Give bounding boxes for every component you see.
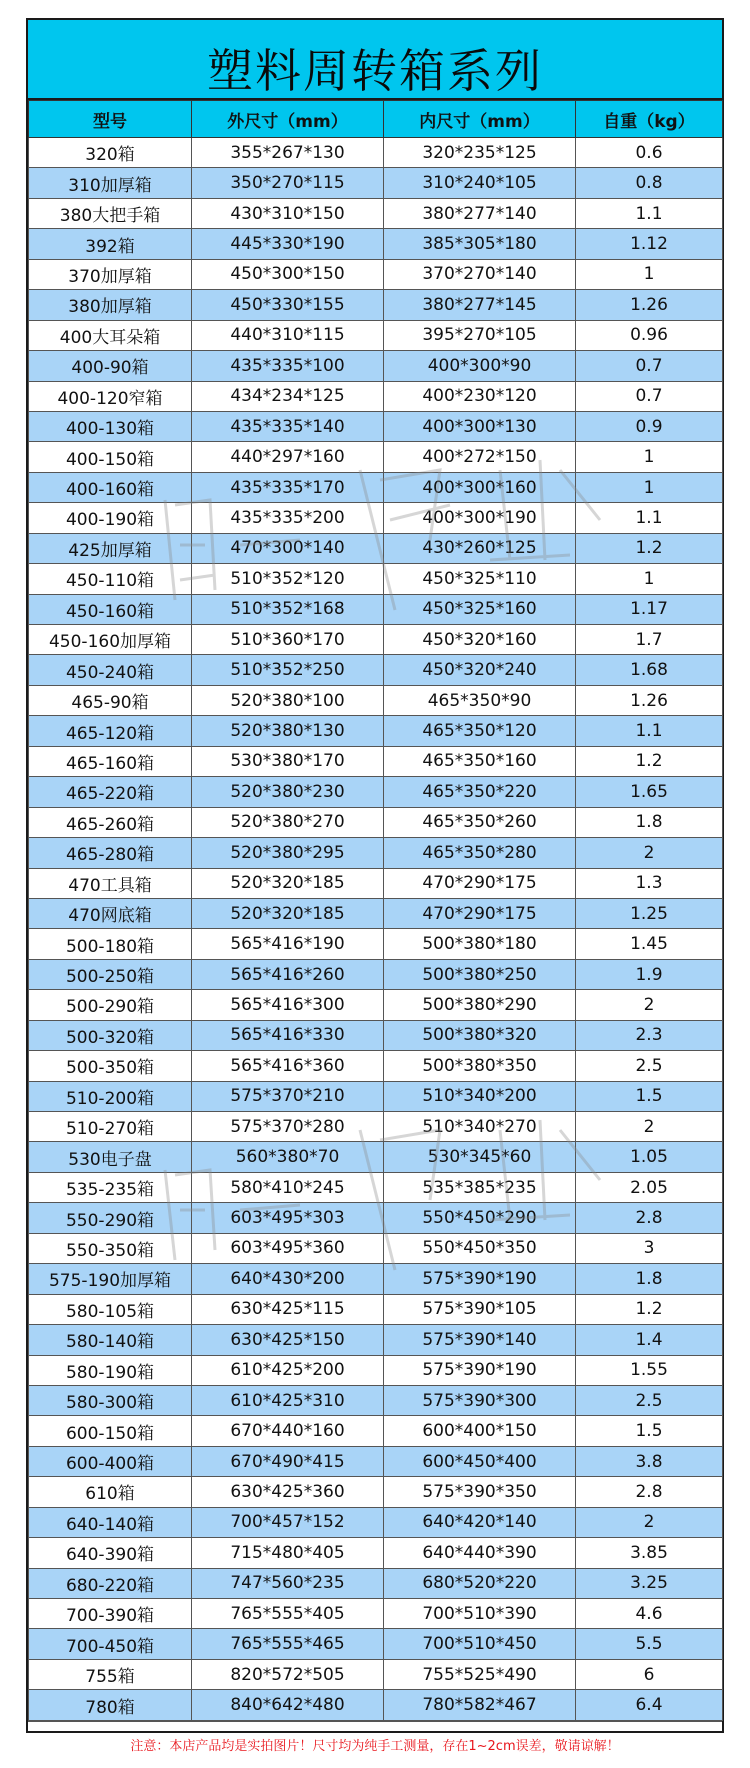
cell-weight: 1.1 — [576, 716, 723, 746]
table-row — [29, 655, 723, 685]
table-row — [29, 1446, 723, 1476]
table-row — [29, 1568, 723, 1598]
cell-weight: 2 — [576, 1507, 723, 1537]
cell-weight: 4.6 — [576, 1599, 723, 1629]
cell-outer-size: 355*267*130 — [192, 138, 384, 168]
table-row — [29, 472, 723, 502]
table-row — [29, 290, 723, 320]
table-row — [29, 1690, 723, 1720]
table-row — [29, 229, 723, 259]
cell-weight: 1.4 — [576, 1325, 723, 1355]
spec-table — [28, 100, 723, 1721]
cell-model: 550-350箱 — [29, 1233, 192, 1263]
cell-weight: 1.55 — [576, 1355, 723, 1385]
cell-outer-size: 670*490*415 — [192, 1446, 384, 1476]
cell-model: 640-390箱 — [29, 1538, 192, 1568]
table-row — [29, 1538, 723, 1568]
cell-model: 580-190箱 — [29, 1355, 192, 1385]
cell-weight: 3 — [576, 1233, 723, 1263]
table-row — [29, 1020, 723, 1050]
header-weight: 自重（kg） — [576, 101, 723, 138]
title-bar — [28, 20, 722, 100]
cell-weight: 2.8 — [576, 1203, 723, 1233]
cell-outer-size: 610*425*310 — [192, 1385, 384, 1415]
table-row — [29, 746, 723, 776]
cell-outer-size: 520*380*270 — [192, 807, 384, 837]
cell-model: 470网底箱 — [29, 898, 192, 928]
table-row — [29, 1477, 723, 1507]
table-row — [29, 1629, 723, 1659]
cell-weight: 3.85 — [576, 1538, 723, 1568]
cell-weight: 2.05 — [576, 1172, 723, 1202]
cell-outer-size: 630*425*150 — [192, 1325, 384, 1355]
cell-outer-size: 565*416*360 — [192, 1051, 384, 1081]
cell-outer-size: 630*425*360 — [192, 1477, 384, 1507]
cell-outer-size: 435*335*170 — [192, 472, 384, 502]
cell-model: 392箱 — [29, 229, 192, 259]
cell-model: 450-110箱 — [29, 564, 192, 594]
cell-model: 530电子盘 — [29, 1142, 192, 1172]
cell-model: 380加厚箱 — [29, 290, 192, 320]
page-title: 塑料周转箱系列 — [207, 44, 543, 98]
cell-model: 500-350箱 — [29, 1051, 192, 1081]
table-row — [29, 381, 723, 411]
cell-model: 700-450箱 — [29, 1629, 192, 1659]
cell-inner-size: 700*510*390 — [384, 1599, 576, 1629]
cell-outer-size: 510*360*170 — [192, 625, 384, 655]
cell-model: 465-280箱 — [29, 838, 192, 868]
cell-inner-size: 640*420*140 — [384, 1507, 576, 1537]
cell-inner-size: 575*390*350 — [384, 1477, 576, 1507]
cell-weight: 1.65 — [576, 777, 723, 807]
cell-model: 510-200箱 — [29, 1081, 192, 1111]
table-row — [29, 838, 723, 868]
cell-inner-size: 465*350*220 — [384, 777, 576, 807]
cell-outer-size: 765*555*405 — [192, 1599, 384, 1629]
cell-model: 370加厚箱 — [29, 259, 192, 289]
cell-inner-size: 450*320*240 — [384, 655, 576, 685]
cell-weight: 1.12 — [576, 229, 723, 259]
cell-outer-size: 700*457*152 — [192, 1507, 384, 1537]
cell-model: 425加厚箱 — [29, 533, 192, 563]
table-row — [29, 442, 723, 472]
cell-weight: 1.17 — [576, 594, 723, 624]
table-row — [29, 594, 723, 624]
product-spec-sheet — [26, 18, 724, 1755]
cell-inner-size: 575*390*140 — [384, 1325, 576, 1355]
cell-model: 600-400箱 — [29, 1446, 192, 1476]
cell-inner-size: 575*390*105 — [384, 1294, 576, 1324]
cell-weight: 1.9 — [576, 959, 723, 989]
cell-weight: 0.7 — [576, 381, 723, 411]
cell-weight: 1.25 — [576, 898, 723, 928]
cell-inner-size: 400*300*190 — [384, 503, 576, 533]
cell-weight: 1.26 — [576, 290, 723, 320]
table-row — [29, 777, 723, 807]
cell-outer-size: 440*310*115 — [192, 320, 384, 350]
cell-weight: 5.5 — [576, 1629, 723, 1659]
table-row — [29, 1203, 723, 1233]
cell-outer-size: 565*416*330 — [192, 1020, 384, 1050]
cell-inner-size: 575*390*300 — [384, 1385, 576, 1415]
cell-model: 500-290箱 — [29, 990, 192, 1020]
header-model: 型号 — [29, 101, 192, 138]
table-row — [29, 564, 723, 594]
cell-weight: 2.5 — [576, 1051, 723, 1081]
table-header-row — [29, 101, 723, 138]
cell-outer-size: 435*335*140 — [192, 411, 384, 441]
table-row — [29, 1507, 723, 1537]
cell-model: 510-270箱 — [29, 1112, 192, 1142]
cell-model: 450-160加厚箱 — [29, 625, 192, 655]
table-row — [29, 1355, 723, 1385]
cell-outer-size: 575*370*280 — [192, 1112, 384, 1142]
cell-outer-size: 350*270*115 — [192, 168, 384, 198]
cell-inner-size: 530*345*60 — [384, 1142, 576, 1172]
cell-inner-size: 755*525*490 — [384, 1659, 576, 1689]
cell-outer-size: 520*380*130 — [192, 716, 384, 746]
cell-model: 500-320箱 — [29, 1020, 192, 1050]
cell-weight: 0.7 — [576, 351, 723, 381]
table-row — [29, 807, 723, 837]
cell-inner-size: 500*380*180 — [384, 929, 576, 959]
cell-outer-size: 440*297*160 — [192, 442, 384, 472]
cell-weight: 1.45 — [576, 929, 723, 959]
cell-outer-size: 840*642*480 — [192, 1690, 384, 1720]
cell-inner-size: 550*450*290 — [384, 1203, 576, 1233]
cell-model: 465-120箱 — [29, 716, 192, 746]
table-row — [29, 959, 723, 989]
table-row — [29, 898, 723, 928]
cell-outer-size: 603*495*360 — [192, 1233, 384, 1263]
table-row — [29, 1416, 723, 1446]
cell-model: 500-180箱 — [29, 929, 192, 959]
cell-weight: 2 — [576, 838, 723, 868]
cell-outer-size: 610*425*200 — [192, 1355, 384, 1385]
cell-outer-size: 510*352*120 — [192, 564, 384, 594]
cell-weight: 1.2 — [576, 746, 723, 776]
cell-model: 320箱 — [29, 138, 192, 168]
cell-model: 680-220箱 — [29, 1568, 192, 1598]
cell-inner-size: 465*350*90 — [384, 685, 576, 715]
cell-model: 450-160箱 — [29, 594, 192, 624]
cell-weight: 6.4 — [576, 1690, 723, 1720]
cell-outer-size: 520*320*185 — [192, 898, 384, 928]
table-row — [29, 685, 723, 715]
table-row — [29, 1172, 723, 1202]
cell-inner-size: 680*520*220 — [384, 1568, 576, 1598]
table-row — [29, 503, 723, 533]
cell-model: 580-140箱 — [29, 1325, 192, 1355]
table-row — [29, 1112, 723, 1142]
cell-weight: 1.1 — [576, 503, 723, 533]
cell-outer-size: 820*572*505 — [192, 1659, 384, 1689]
cell-inner-size: 550*450*350 — [384, 1233, 576, 1263]
cell-outer-size: 430*310*150 — [192, 198, 384, 228]
table-row — [29, 929, 723, 959]
cell-weight: 2 — [576, 1112, 723, 1142]
cell-outer-size: 747*560*235 — [192, 1568, 384, 1598]
cell-model: 600-150箱 — [29, 1416, 192, 1446]
cell-model: 380大把手箱 — [29, 198, 192, 228]
table-row — [29, 1051, 723, 1081]
cell-model: 465-90箱 — [29, 685, 192, 715]
table-row — [29, 1659, 723, 1689]
cell-inner-size: 400*300*160 — [384, 472, 576, 502]
cell-model: 400大耳朵箱 — [29, 320, 192, 350]
cell-weight: 0.96 — [576, 320, 723, 350]
cell-inner-size: 600*400*150 — [384, 1416, 576, 1446]
cell-inner-size: 310*240*105 — [384, 168, 576, 198]
cell-inner-size: 465*350*280 — [384, 838, 576, 868]
cell-inner-size: 400*272*150 — [384, 442, 576, 472]
cell-inner-size: 600*450*400 — [384, 1446, 576, 1476]
cell-model: 550-290箱 — [29, 1203, 192, 1233]
cell-inner-size: 575*390*190 — [384, 1355, 576, 1385]
cell-outer-size: 520*380*100 — [192, 685, 384, 715]
cell-outer-size: 603*495*303 — [192, 1203, 384, 1233]
cell-model: 535-235箱 — [29, 1172, 192, 1202]
cell-weight: 1 — [576, 259, 723, 289]
cell-weight: 1 — [576, 472, 723, 502]
table-row — [29, 168, 723, 198]
cell-outer-size: 435*335*100 — [192, 351, 384, 381]
cell-weight: 1.68 — [576, 655, 723, 685]
table-row — [29, 411, 723, 441]
table-row — [29, 138, 723, 168]
table-row — [29, 259, 723, 289]
cell-inner-size: 370*270*140 — [384, 259, 576, 289]
cell-inner-size: 535*385*235 — [384, 1172, 576, 1202]
cell-model: 465-220箱 — [29, 777, 192, 807]
cell-weight: 2.3 — [576, 1020, 723, 1050]
cell-outer-size: 520*320*185 — [192, 868, 384, 898]
cell-inner-size: 500*380*350 — [384, 1051, 576, 1081]
cell-weight: 1.1 — [576, 198, 723, 228]
cell-outer-size: 565*416*300 — [192, 990, 384, 1020]
table-row — [29, 533, 723, 563]
table-row — [29, 1325, 723, 1355]
cell-weight: 2.8 — [576, 1477, 723, 1507]
cell-model: 470工具箱 — [29, 868, 192, 898]
cell-model: 580-300箱 — [29, 1385, 192, 1415]
cell-weight: 1.8 — [576, 807, 723, 837]
cell-outer-size: 520*380*295 — [192, 838, 384, 868]
cell-model: 580-105箱 — [29, 1294, 192, 1324]
cell-outer-size: 575*370*210 — [192, 1081, 384, 1111]
cell-outer-size: 435*335*200 — [192, 503, 384, 533]
cell-outer-size: 445*330*190 — [192, 229, 384, 259]
cell-model: 465-160箱 — [29, 746, 192, 776]
cell-inner-size: 470*290*175 — [384, 898, 576, 928]
cell-model: 400-130箱 — [29, 411, 192, 441]
cell-outer-size: 640*430*200 — [192, 1264, 384, 1294]
cell-weight: 1 — [576, 442, 723, 472]
cell-inner-size: 500*380*320 — [384, 1020, 576, 1050]
table-row — [29, 1142, 723, 1172]
cell-inner-size: 400*300*130 — [384, 411, 576, 441]
cell-outer-size: 580*410*245 — [192, 1172, 384, 1202]
cell-weight: 1 — [576, 564, 723, 594]
cell-model: 400-90箱 — [29, 351, 192, 381]
cell-inner-size: 400*230*120 — [384, 381, 576, 411]
header-outer-size: 外尺寸（mm） — [192, 101, 384, 138]
cell-inner-size: 450*320*160 — [384, 625, 576, 655]
table-row — [29, 1264, 723, 1294]
table-row — [29, 351, 723, 381]
cell-weight: 1.2 — [576, 1294, 723, 1324]
header-inner-size: 内尺寸（mm） — [384, 101, 576, 138]
cell-weight: 6 — [576, 1659, 723, 1689]
cell-inner-size: 320*235*125 — [384, 138, 576, 168]
cell-inner-size: 465*350*120 — [384, 716, 576, 746]
cell-outer-size: 630*425*115 — [192, 1294, 384, 1324]
cell-model: 450-240箱 — [29, 655, 192, 685]
cell-outer-size: 670*440*160 — [192, 1416, 384, 1446]
cell-weight: 1.7 — [576, 625, 723, 655]
cell-inner-size: 510*340*200 — [384, 1081, 576, 1111]
table-row — [29, 1599, 723, 1629]
table-row — [29, 1294, 723, 1324]
cell-outer-size: 520*380*230 — [192, 777, 384, 807]
cell-outer-size: 565*416*260 — [192, 959, 384, 989]
cell-outer-size: 450*300*150 — [192, 259, 384, 289]
cell-inner-size: 700*510*450 — [384, 1629, 576, 1659]
cell-inner-size: 430*260*125 — [384, 533, 576, 563]
cell-model: 610箱 — [29, 1477, 192, 1507]
cell-inner-size: 465*350*260 — [384, 807, 576, 837]
cell-model: 640-140箱 — [29, 1507, 192, 1537]
cell-weight: 2.5 — [576, 1385, 723, 1415]
table-row — [29, 198, 723, 228]
table-row — [29, 320, 723, 350]
cell-outer-size: 560*380*70 — [192, 1142, 384, 1172]
cell-weight: 1.5 — [576, 1081, 723, 1111]
cell-outer-size: 434*234*125 — [192, 381, 384, 411]
cell-model: 700-390箱 — [29, 1599, 192, 1629]
cell-weight: 2 — [576, 990, 723, 1020]
table-row — [29, 625, 723, 655]
cell-outer-size: 510*352*168 — [192, 594, 384, 624]
cell-inner-size: 500*380*290 — [384, 990, 576, 1020]
cell-weight: 0.9 — [576, 411, 723, 441]
cell-inner-size: 450*325*160 — [384, 594, 576, 624]
cell-model: 755箱 — [29, 1659, 192, 1689]
table-row — [29, 1233, 723, 1263]
cell-model: 400-150箱 — [29, 442, 192, 472]
cell-inner-size: 510*340*270 — [384, 1112, 576, 1142]
cell-outer-size: 510*352*250 — [192, 655, 384, 685]
cell-inner-size: 500*380*250 — [384, 959, 576, 989]
cell-weight: 1.8 — [576, 1264, 723, 1294]
table-body — [29, 138, 723, 1721]
table-row — [29, 1385, 723, 1415]
cell-inner-size: 400*300*90 — [384, 351, 576, 381]
table-row — [29, 868, 723, 898]
cell-weight: 0.8 — [576, 168, 723, 198]
cell-outer-size: 530*380*170 — [192, 746, 384, 776]
cell-model: 575-190加厚箱 — [29, 1264, 192, 1294]
cell-weight: 1.26 — [576, 685, 723, 715]
table-row — [29, 1081, 723, 1111]
cell-inner-size: 450*325*110 — [384, 564, 576, 594]
cell-inner-size: 640*440*390 — [384, 1538, 576, 1568]
cell-inner-size: 395*270*105 — [384, 320, 576, 350]
cell-model: 500-250箱 — [29, 959, 192, 989]
cell-model: 400-190箱 — [29, 503, 192, 533]
cell-model: 400-120窄箱 — [29, 381, 192, 411]
cell-outer-size: 765*555*465 — [192, 1629, 384, 1659]
cell-inner-size: 575*390*190 — [384, 1264, 576, 1294]
cell-model: 400-160箱 — [29, 472, 192, 502]
cell-weight: 3.25 — [576, 1568, 723, 1598]
cell-inner-size: 470*290*175 — [384, 868, 576, 898]
cell-model: 310加厚箱 — [29, 168, 192, 198]
cell-weight: 1.2 — [576, 533, 723, 563]
table-row — [29, 990, 723, 1020]
table-row — [29, 716, 723, 746]
cell-outer-size: 450*330*155 — [192, 290, 384, 320]
cell-outer-size: 715*480*405 — [192, 1538, 384, 1568]
cell-inner-size: 380*277*140 — [384, 198, 576, 228]
cell-inner-size: 780*582*467 — [384, 1690, 576, 1720]
cell-weight: 0.6 — [576, 138, 723, 168]
cell-outer-size: 470*300*140 — [192, 533, 384, 563]
cell-weight: 1.05 — [576, 1142, 723, 1172]
cell-inner-size: 380*277*145 — [384, 290, 576, 320]
cell-weight: 1.5 — [576, 1416, 723, 1446]
cell-inner-size: 385*305*180 — [384, 229, 576, 259]
cell-weight: 3.8 — [576, 1446, 723, 1476]
cell-model: 465-260箱 — [29, 807, 192, 837]
cell-inner-size: 465*350*160 — [384, 746, 576, 776]
cell-model: 780箱 — [29, 1690, 192, 1720]
cell-outer-size: 565*416*190 — [192, 929, 384, 959]
cell-weight: 1.3 — [576, 868, 723, 898]
notice-text: 注意：本店产品均是实拍图片！尺寸均为纯手工测量，存在1~2cm误差，敬请谅解！ — [28, 1721, 722, 1768]
